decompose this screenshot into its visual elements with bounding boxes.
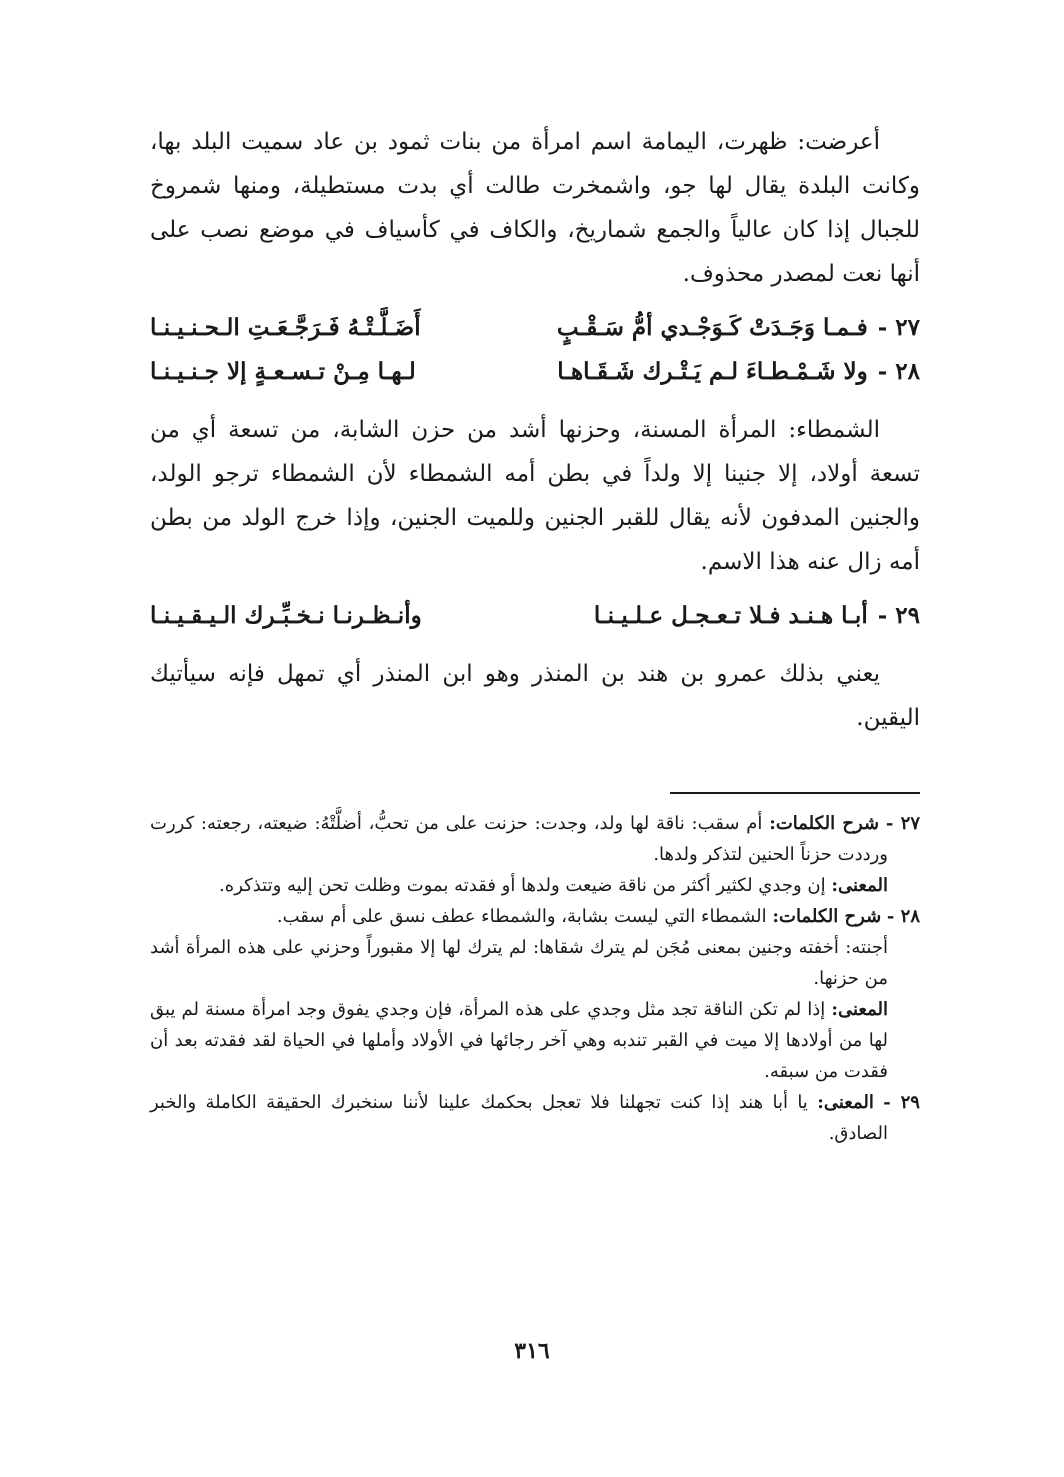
verse-number: ٢٧ -: [877, 314, 920, 341]
footnote-label: المعنى:: [817, 1092, 874, 1113]
page-number: ٣١٦: [514, 1338, 550, 1364]
footnote-text: يا أبا هند إذا كنت تجهلنا فلا تعجل بحكمك علينا لأننا سنخبرك الحقيقة الكاملة والخبر الصادق.: [150, 1092, 888, 1144]
verse-second-hemistich: لـهـا مِـنْ تـسـعـةٍ إلا جـنـيـنـا: [150, 358, 416, 385]
paragraph-1-text: أعرضت: ظهرت، اليمامة اسم امرأة من بنات ثمود بن عاد سميت البلد بها، وكانت البلدة يقال لها جو، واشمخرت طالت أي بدت مستطيلة، ومنها شمروخ للجبال إذا كان عالياً والجمع شماريخ، والكاف في كأسياف في موضع نصب على أنها نعت لمصدر محذوف.: [150, 129, 921, 287]
verse-group-2: [150, 594, 920, 638]
verse-27: [150, 306, 920, 350]
footnote-29-meaning: [150, 1087, 920, 1149]
footnote-28-extra: [150, 932, 920, 994]
footnote-27-meaning: [150, 870, 920, 901]
footnote-label: المعنى:: [831, 875, 888, 896]
verse-first-hemistich: ولا شَـمْـطـاءَ لـم يَـتْـرك شَـقَـاهـا: [557, 358, 868, 385]
page-body: [150, 120, 920, 1149]
verse-number: ٢٩ -: [877, 602, 920, 629]
paragraph-2-text: الشمطاء: المرأة المسنة، وحزنها أشد من حزن الشابة، من تسعة أي من تسعة أولاد، إلا جنينا إلا ولداً في بطن أمه الشمطاء لأن الشمطاء ترجو الولد، والجنين المدفون لأنه يقال للقبر الجنين وللميت الجنين، وإذا خرج الولد من بطن أمه زال عنه هذا الاسم.: [150, 417, 920, 575]
footnote-text: الشمطاء التي ليست بشابة، والشمطاء عطف نسق على أم سقب.: [276, 906, 767, 927]
footnote-27-words: [150, 808, 920, 870]
paragraph-1: [150, 120, 920, 296]
footnote-text: أجنته: أخفته وجنين بمعنى مُجَن لم يترك شقاها: لم يترك لها إلا مقبوراً وحزني على هذه المرأة أشد من حزنها.: [150, 937, 888, 989]
verse-group-1: [150, 306, 920, 394]
footnote-number: ٢٩ -: [883, 1092, 920, 1113]
footnote-28-meaning: [150, 994, 920, 1087]
verse-29: [150, 594, 920, 638]
footnote-number: ٢٧ -: [885, 813, 920, 834]
verse-second-hemistich: أَضَـلَّـتْـهُ فَـرَجَّـعَـتِ الـحـنـيـنـا: [150, 314, 421, 341]
paragraph-3-text: يعني بذلك عمرو بن هند بن المنذر وهو ابن المنذر أي تمهل فإنه سيأتيك اليقين.: [150, 661, 920, 731]
verse-first-hemistich: أبـا هـنـد فـلا تـعـجـل عـلـيـنـا: [593, 602, 868, 629]
verse-second-hemistich: وأنـظـرنـا نـخـبِّـرك الـيـقـيـنـا: [150, 602, 422, 629]
verse-first-hemistich: فـمـا وَجَـدَتْ كَـوَجْـدي أمُّ سَـقْـبٍ: [556, 314, 868, 341]
footnote-label: المعنى:: [831, 999, 888, 1020]
footnote-text: أم سقب: ناقة لها ولد، وجدت: حزنت على من تحبُّ، أضلَّتْهُ: ضيعته، رجعته: كررت ورددت حزناً الحنين لتذكر ولدها.: [150, 813, 888, 865]
footnotes: [150, 808, 920, 1149]
footnote-label: شرح الكلمات:: [772, 906, 882, 927]
footnote-28-words: [150, 901, 920, 932]
footnote-divider: [670, 792, 920, 794]
verse-number: ٢٨ -: [877, 358, 920, 385]
footnote-text: إذا لم تكن الناقة تجد مثل وجدي على هذه المرأة، فإن وجدي يفوق وجد امرأة مسنة لم يبق لها من أولادها إلا ميت في القبر تندبه وهي آخر رجائها في الأولاد وأملها في الحياة لقد فقدته بعد أن فقدت من سبقه.: [150, 999, 888, 1082]
paragraph-3: [150, 652, 920, 740]
footnote-number: ٢٨ -: [886, 906, 920, 927]
footnote-label: شرح الكلمات:: [769, 813, 880, 834]
paragraph-2: [150, 408, 920, 584]
verse-28: [150, 350, 920, 394]
footnote-text: إن وجدي لكثير أكثر من ناقة ضيعت ولدها أو فقدته بموت وظلت تحن إليه وتتذكره.: [219, 875, 826, 896]
